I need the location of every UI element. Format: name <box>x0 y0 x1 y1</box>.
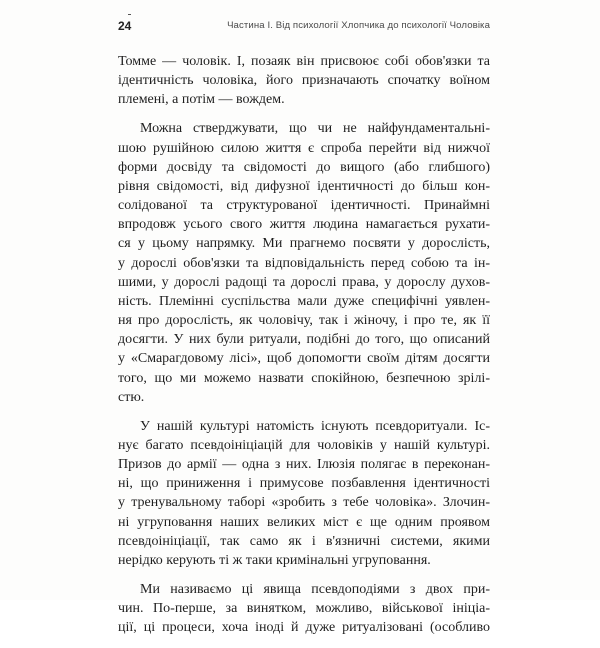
body-text <box>118 52 490 648</box>
text-line: у дорослі обов'язки та відповідальність перед собою та ін- <box>118 255 490 271</box>
text-line: шими, у дорослі радощі та дорослі права, у дорослу духов- <box>118 274 490 290</box>
text-line: форми досвіду та свідомості до вищого (або глибшого) <box>118 159 490 175</box>
running-title: Частина I. Від психології Хлопчика до психології Чоловіка <box>227 20 490 31</box>
text-line: стю. <box>118 389 145 405</box>
text-line: чин. По-перше, за винятком, можливо, військової ініціа- <box>118 601 490 617</box>
paragraph-2 <box>118 119 490 406</box>
page-header <box>118 19 490 35</box>
text-line: шою рушійною силою життя є спроба перейти від нижчої <box>118 140 490 156</box>
text-line: племені, а потім — вождем. <box>118 92 285 108</box>
paragraph-4 <box>118 580 490 637</box>
text-line: псевдоініціації, так само як і в'язничні системи, якими <box>118 533 490 549</box>
text-line: ні, що приниження і примусове позбавлення ідентичності <box>118 476 490 492</box>
paragraph-3 <box>118 417 490 570</box>
text-line: рівня свідомості, від дифузної ідентичності до більш кон- <box>118 178 490 194</box>
text-line: Ми називаємо ці явища псевдоподіями з двох при- <box>140 582 490 598</box>
text-line: впродовж усього свого життя людина намагається рухати- <box>118 217 490 233</box>
text-line: нує багато псевдоініціацій для чоловіків у нашій культурі. <box>118 437 490 453</box>
text-line: у «Смарагдовому лісі», щоб допомогти своїм дітям досягти <box>118 351 490 367</box>
page-number: 24 <box>118 19 132 33</box>
text-line: ність. Племінні суспільства мали дуже специфічні уявлен- <box>118 293 490 309</box>
text-line: Томме — чоловік. І, позаяк він присвоює собі обов'язки та <box>118 54 490 69</box>
page-mark <box>128 14 131 15</box>
paragraph-1 <box>118 52 490 109</box>
text-line: Призов до армії — одна з них. Ілюзія полягає в переконан- <box>118 457 490 473</box>
text-line: ся у цьому напрямку. Ми прагнемо посвяти у дорослість, <box>118 236 490 252</box>
text-line: у тренувальному таборі «зробить з тебе чоловіка». Злочин- <box>118 495 490 511</box>
text-line: ідентичність чоловіка, його призначають спочатку воїном <box>118 73 490 89</box>
text-line: Можна стверджувати, що чи не найфундаментальні- <box>140 121 490 137</box>
text-line: ня про дорослість, як чоловічу, так і жіночу, і про те, як її <box>118 313 490 329</box>
text-line: ції, ці процеси, хоча іноді й дуже ритуалізовані (особливо <box>118 620 490 636</box>
text-line: У нашій культурі натомість існують псевдоритуали. Іс- <box>140 418 490 434</box>
text-line: того, що ми можемо назвати спокійною, безпечною зрілі- <box>118 370 490 386</box>
text-line: ні угруповання наших великих міст є ще одним проявом <box>118 514 490 530</box>
text-line: досягти. У них були ритуали, подібні до того, що описаний <box>118 332 490 348</box>
text-line: нерідко керують ті ж таки кримінальні угруповання. <box>118 552 431 568</box>
text-line: солідованої та структурованої ідентичності. Принаймні <box>118 198 490 214</box>
